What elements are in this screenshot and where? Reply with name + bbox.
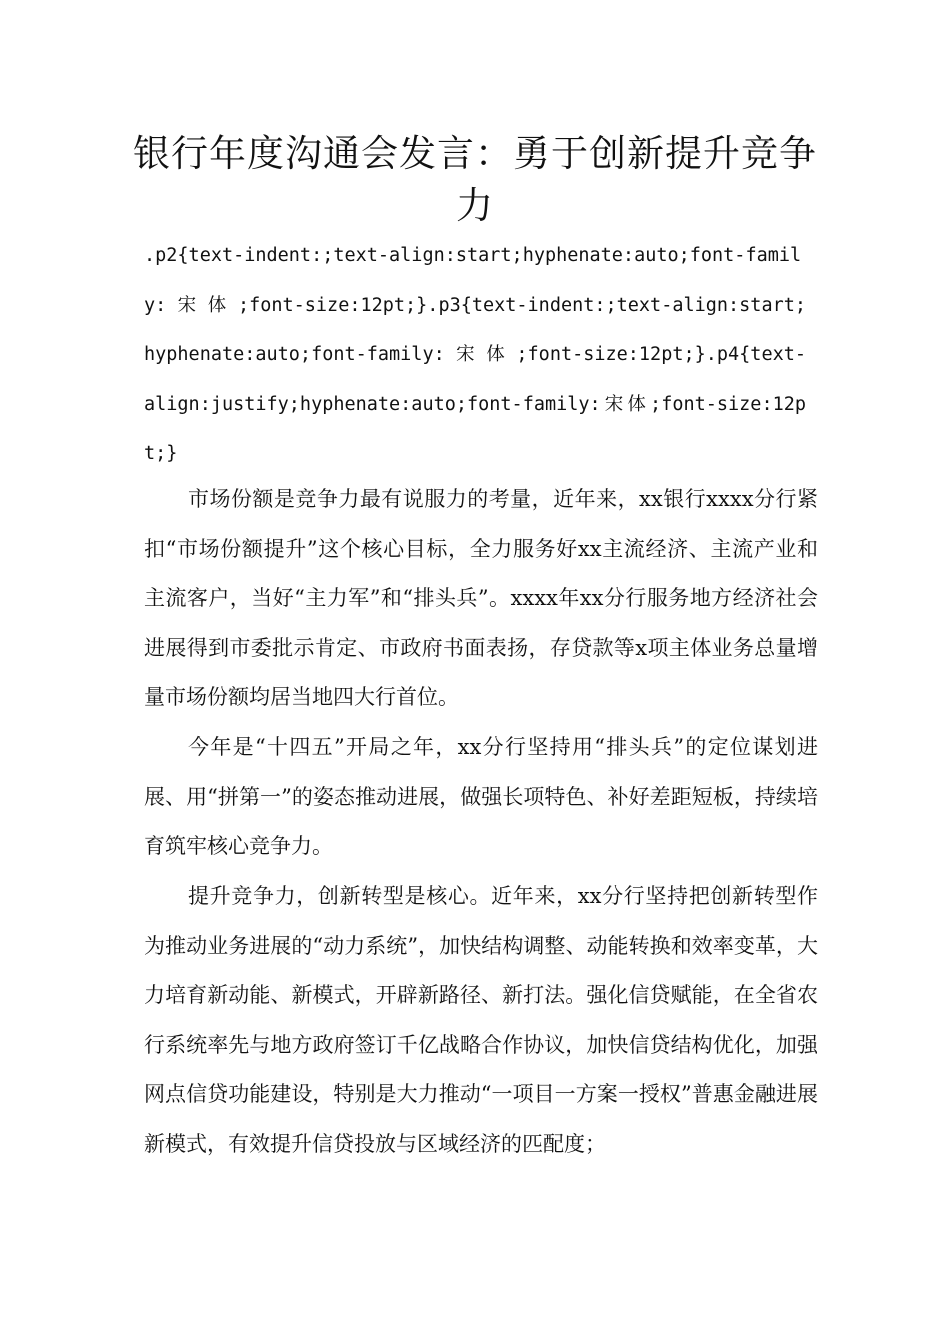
- document-title: 银行年度沟通会发言：勇于创新提升竞争力: [133, 132, 817, 227]
- stray-css-text: .p2{text-indent:;text-align:start;hyphenate:auto;font-family: 宋 体 ;font-size:12pt;}.p3{text-indent:;text-align:start;hyphenate:auto;font-family: 宋 体 ;font-size:12pt;}.p4{text-align:justify;hyphenate:auto;font-family:宋体;font-size:12pt;}: [144, 245, 806, 464]
- paragraph-fourteenth-five-year: 今年是“十四五”开局之年，xx分行坚持用“排头兵”的定位谋划进展、用“拼第一”的姿态推动进展，做强长项特色、补好差距短板，持续培育筑牢核心竞争力。: [144, 735, 818, 858]
- paragraph-innovation-transformation: 提升竞争力，创新转型是核心。近年来，xx分行坚持把创新转型作为推动业务进展的“动力系统”，加快结构调整、动能转换和效率变革，大力培育新动能、新模式，开辟新路径、新打法。强化信贷赋能，在全省农行系统率先与地方政府签订千亿战略合作协议，加快信贷结构优化，加强网点信贷功能建设，特别是大力推动“一项目一方案一授权”普惠金融进展新模式，有效提升信贷投放与区域经济的匹配度；: [144, 884, 818, 1156]
- paragraph-market-share: 市场份额是竞争力最有说服力的考量，近年来，xx银行xxxx分行紧扣“市场份额提升”这个核心目标，全力服务好xx主流经济、主流产业和主流客户，当好“主力军”和“排头兵”。xxxx年xx分行服务地方经济社会进展得到市委批示肯定、市政府书面表扬，存贷款等x项主体业务总量增量市场份额均居当地四大行首位。: [144, 487, 818, 709]
